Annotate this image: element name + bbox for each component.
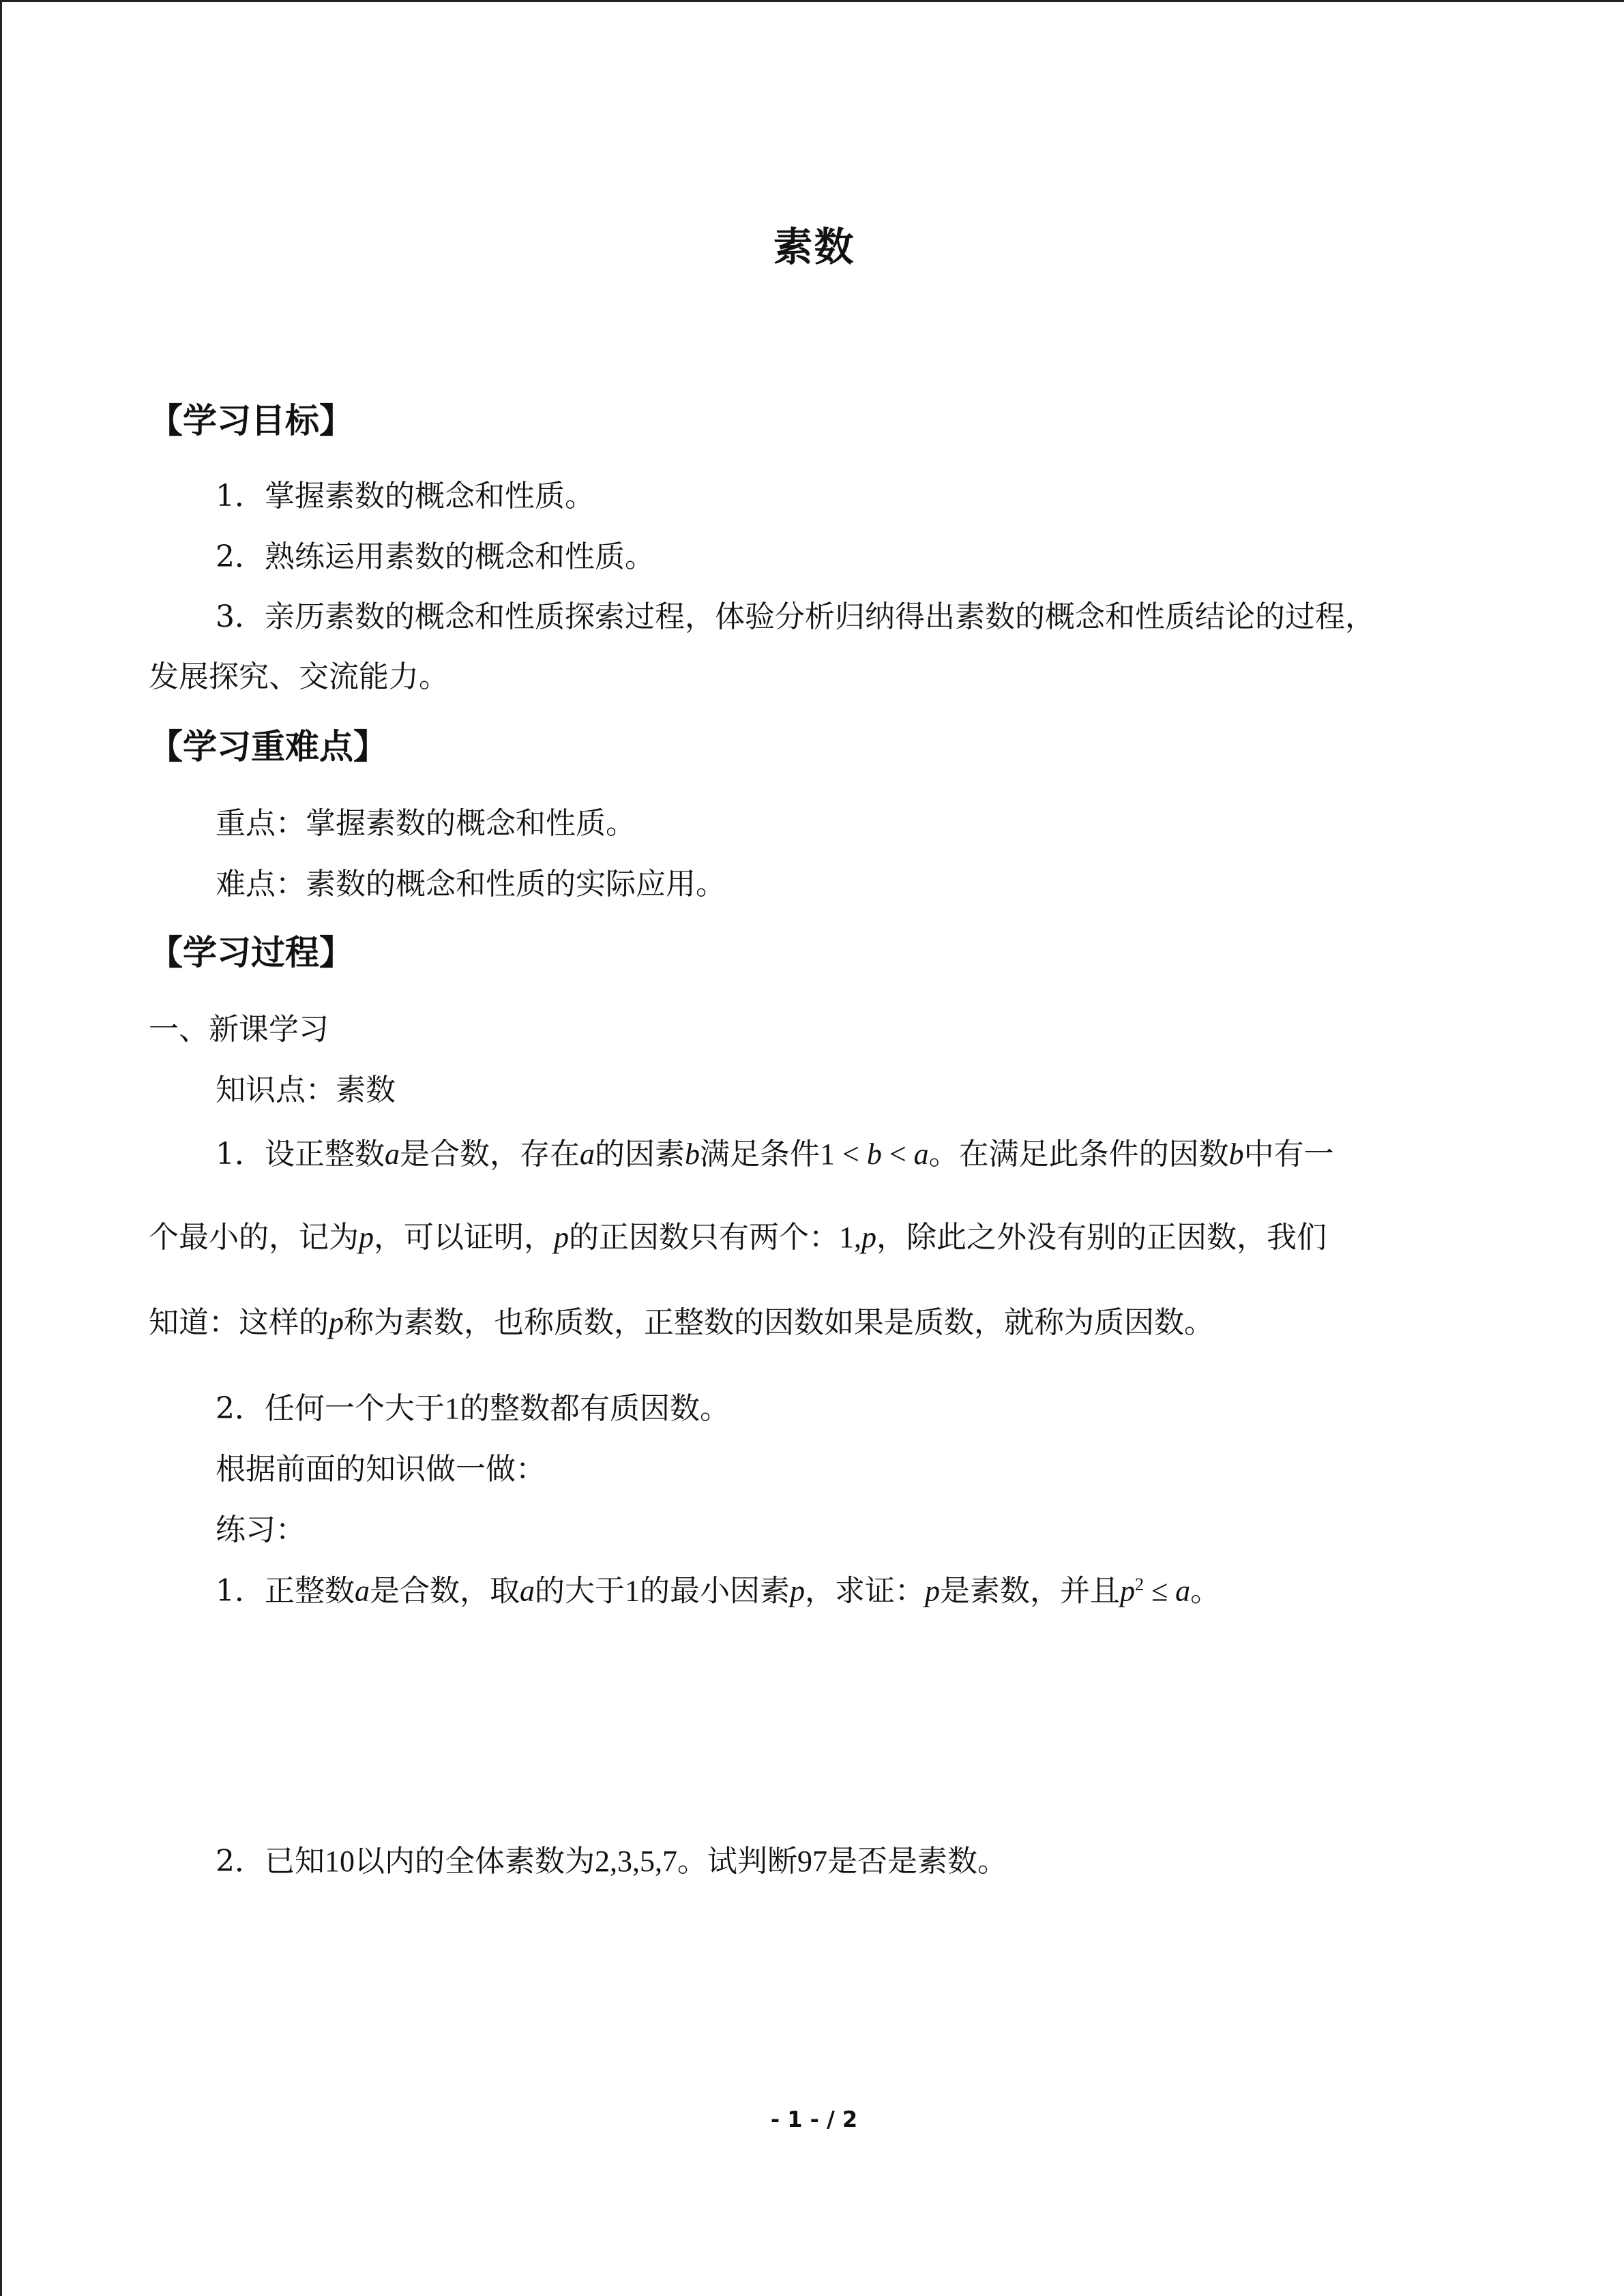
exercise-1: 1．正整数a是合数，取a的大于1的最小因素p，求证：p是素数，并且$p^2 \le a$。 xyxy=(216,1573,1221,1609)
goal-3-line-1: 3．亲历素数的概念和性质探索过程，体验分析归纳得出素数的概念和性质结论的过程， xyxy=(216,599,1375,634)
section-heading-goals: 【学习目标】 xyxy=(149,401,353,441)
page-number: - 1 - / 2 xyxy=(770,2106,858,2132)
knowledge-point: 知识点：素数 xyxy=(216,1073,396,1107)
goal-3-line-2: 发展探究、交流能力。 xyxy=(149,659,449,694)
do-it-prompt: 根据前面的知识做一做： xyxy=(216,1452,546,1487)
section-heading-process: 【学习过程】 xyxy=(149,933,353,972)
practice-label: 练习： xyxy=(216,1512,306,1547)
goal-2: 2．熟练运用素数的概念和性质。 xyxy=(216,539,655,574)
page-title: 素数 xyxy=(773,224,855,270)
exercise-2: 2．已知10以内的全体素数为2,3,5,7。试判断97是否是素数。 xyxy=(216,1844,1007,1879)
definition-line-2: 个最小的，记为p，可以证明，p的正因数只有两个：1,p，除此之外没有别的正因数，我们 xyxy=(149,1220,1327,1255)
property-statement: 2．任何一个大于1的整数都有质因数。 xyxy=(216,1391,730,1426)
key-point: 重点：掌握素数的概念和性质。 xyxy=(216,806,636,841)
definition-line-3: 知道：这样的p称为素数，也称质数，正整数的因数如果是质数，就称为质因数。 xyxy=(149,1305,1214,1340)
hard-point: 难点：素数的概念和性质的实际应用。 xyxy=(216,867,726,901)
part-heading-new-lesson: 一、新课学习 xyxy=(149,1012,329,1047)
section-heading-difficulty: 【学习重难点】 xyxy=(149,727,387,766)
definition-line-1: 1．设正整数a是合数，存在a的因素b满足条件1 < b < a。在满足此条件的因数b中有一 xyxy=(216,1137,1334,1172)
goal-1: 1．掌握素数的概念和性质。 xyxy=(216,479,595,513)
